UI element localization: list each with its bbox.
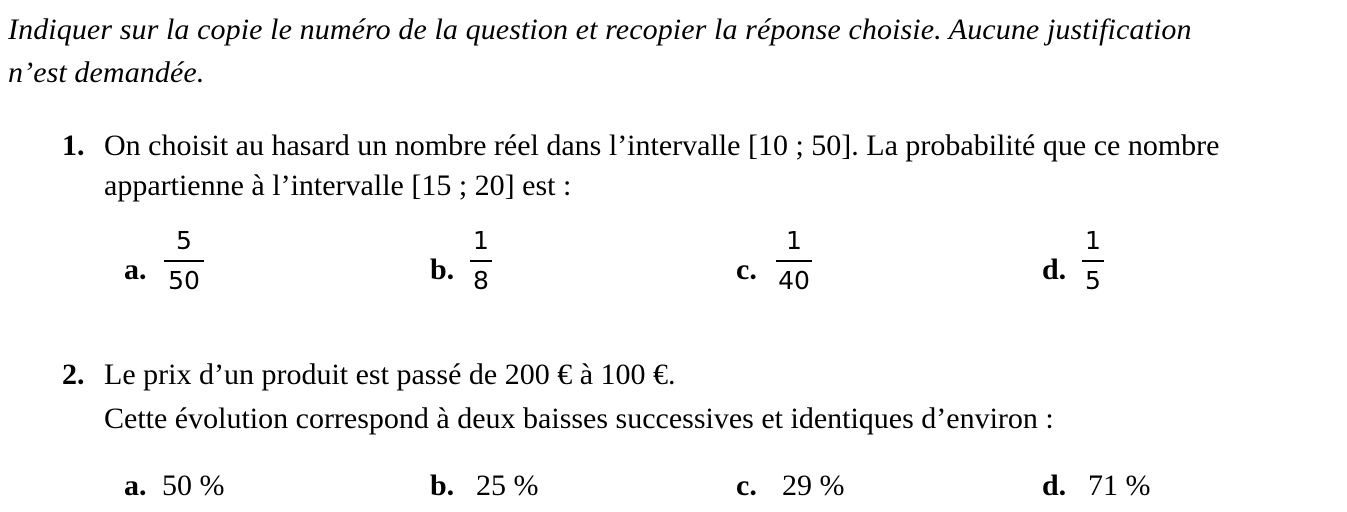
- fraction: [776, 226, 812, 296]
- fraction-denominator: 40: [778, 266, 810, 295]
- instructions-line-2: n’est demandée.: [8, 56, 205, 89]
- choice-value: 29 %: [782, 469, 845, 502]
- fraction-numerator: 1: [1085, 226, 1101, 255]
- question-number: 2.: [62, 358, 85, 391]
- question-line-1: On choisit au hasard un nombre réel dans l’intervalle [10 ; 50]. La probabilité que ce nombre: [104, 129, 1220, 162]
- fraction-bar: [164, 260, 204, 262]
- fraction: [1082, 226, 1104, 296]
- choice-list: [62, 226, 1347, 306]
- choice-value: 25 %: [476, 469, 539, 502]
- choice-list: [62, 466, 1347, 506]
- fraction-numerator: 1: [786, 226, 802, 255]
- fraction-denominator: 5: [1085, 266, 1101, 295]
- question-text: [104, 355, 1347, 439]
- choice-letter: c.: [736, 469, 757, 502]
- choice-letter: d.: [1042, 253, 1067, 286]
- choice-letter: b.: [430, 469, 455, 502]
- fraction: [164, 226, 204, 296]
- question-line-2: appartienne à l’intervalle [15 ; 20] est :: [104, 169, 572, 202]
- fraction-bar: [776, 260, 812, 262]
- choice-letter: b.: [430, 253, 455, 286]
- question-line-1: Le prix d’un produit est passé de 200 € à 100 €.: [104, 358, 676, 391]
- choice-letter: a.: [124, 469, 147, 502]
- fraction-denominator: 8: [473, 266, 489, 295]
- fraction: [470, 226, 492, 296]
- fraction-bar: [1082, 260, 1104, 262]
- fraction-numerator: 5: [176, 226, 192, 255]
- fraction-denominator: 50: [168, 266, 200, 295]
- choice-letter: d.: [1042, 469, 1067, 502]
- choice-letter: a.: [124, 253, 147, 286]
- instructions-line-1: Indiquer sur la copie le numéro de la question et recopier la réponse choisie. Aucune justification: [8, 13, 1192, 46]
- choice-value: 71 %: [1088, 469, 1151, 502]
- fraction-numerator: 1: [473, 226, 489, 255]
- question-text: [104, 126, 1347, 206]
- choice-value: 50 %: [162, 469, 225, 502]
- instructions: [8, 8, 1343, 94]
- question-number: 1.: [62, 129, 85, 162]
- choice-letter: c.: [736, 253, 757, 286]
- question-line-2: Cette évolution correspond à deux baisses successives et identiques d’environ :: [104, 402, 1054, 435]
- fraction-bar: [470, 260, 492, 262]
